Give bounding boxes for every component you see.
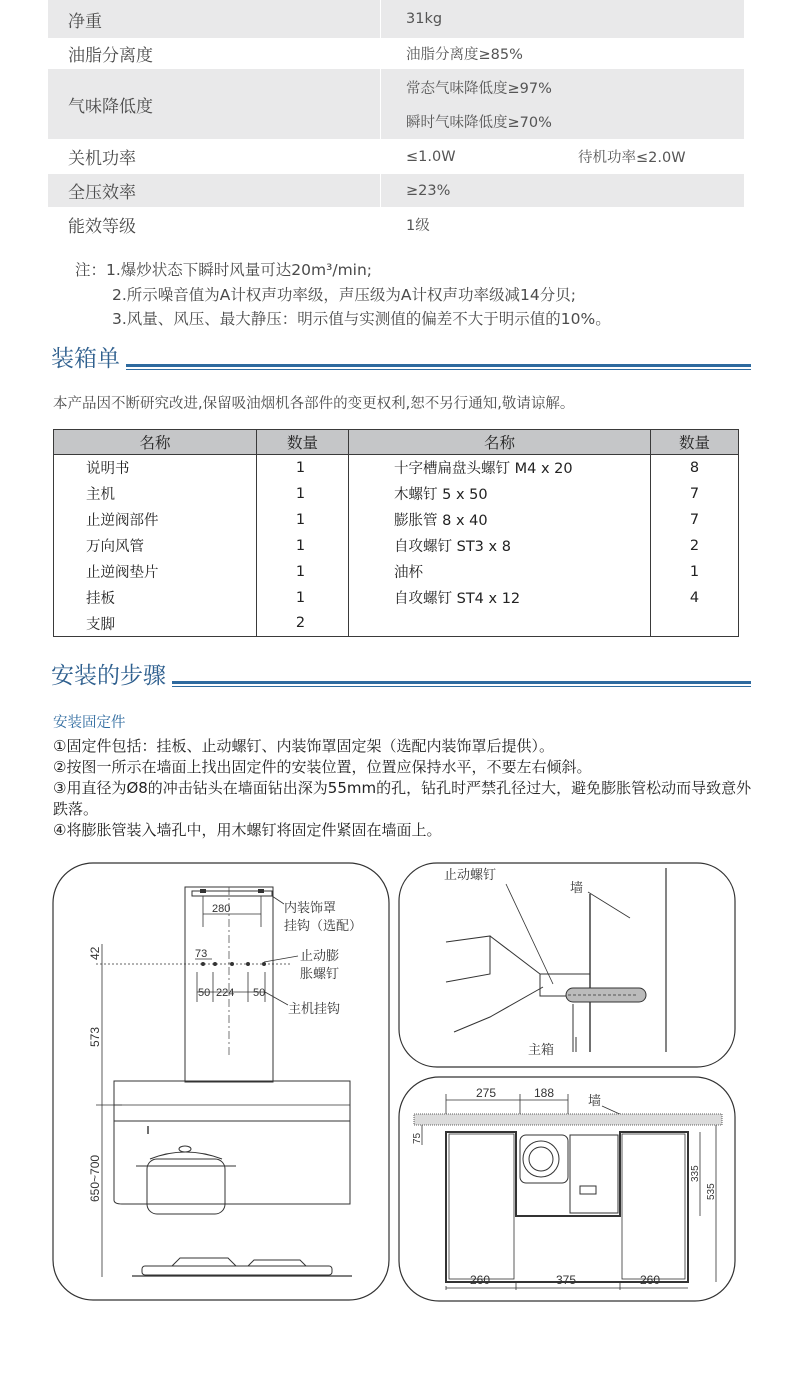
spec-value-2: 瞬时气味降低度≥70% [406, 114, 552, 131]
item-name: 止逆阀垫片 [54, 559, 257, 585]
dim-573: 573 [88, 1026, 102, 1047]
spec-label: 净重 [68, 11, 102, 32]
table-row [54, 559, 739, 585]
dim-650-700: 650~700 [88, 1154, 102, 1202]
spec-label: 能效等级 [68, 217, 136, 237]
dim-375: 375 [556, 1273, 577, 1287]
item-qty: 1 [651, 559, 739, 585]
label-inner-hook-2: 挂钩（选配） [284, 918, 363, 933]
item-qty: 4 [651, 585, 739, 611]
packing-section-title [51, 340, 751, 373]
install-steps [53, 736, 753, 841]
spec-value: ≥23% [380, 174, 744, 207]
install-step: ④将膨胀管装入墙孔中，用木螺钉将固定件紧固在墙面上。 [53, 821, 442, 839]
install-subtitle: 安装固定件 [53, 715, 126, 731]
item-name: 自攻螺钉 ST4 x 12 [349, 585, 651, 611]
install-step: ②按图一所示在墙面上找出固定件的安装位置，位置应保持水平，不要左右倾斜。 [53, 758, 592, 776]
dim-75: 75 [412, 1132, 423, 1144]
item-qty: 1 [257, 559, 349, 585]
spec-value-group [380, 69, 744, 139]
spec-row-power [48, 139, 744, 174]
label-box: 主箱 [528, 1042, 555, 1057]
spec-row-odor [48, 69, 744, 139]
item-name: 十字槽扁盘头螺钉 M4 x 20 [349, 455, 651, 481]
spec-label: 关机功率 [68, 149, 136, 169]
item-name: 油杯 [349, 559, 651, 585]
item-qty: 1 [257, 481, 349, 507]
table-row [54, 507, 739, 533]
spec-row-weight [48, 0, 744, 38]
section-heading: 装箱单 [51, 346, 120, 372]
item-qty: 7 [651, 507, 739, 533]
spec-value: ≤1.0W [406, 148, 456, 165]
top-view-diagram [398, 1076, 736, 1302]
spec-label: 全压效率 [68, 183, 136, 203]
item-qty: 1 [257, 533, 349, 559]
item-name: 支脚 [54, 611, 257, 637]
item-qty: 1 [257, 455, 349, 481]
item-name: 说明书 [54, 455, 257, 481]
column-header: 数量 [651, 430, 739, 455]
front-view-diagram [52, 862, 390, 1302]
column-header: 名称 [54, 430, 257, 455]
spec-table [48, 0, 744, 242]
label-wall: 墙 [588, 1093, 602, 1108]
note-line: 3.风量、风压、最大静压：明示值与实测值的偏差不大于明示值的10%。 [112, 310, 611, 328]
label-main-hook: 主机挂钩 [288, 1001, 341, 1016]
section-rule [172, 681, 751, 687]
notes-prefix: 注： [75, 261, 107, 279]
install-step: ①固定件包括：挂板、止动螺钉、内装饰罩固定架（选配内装饰罩后提供）。 [53, 737, 554, 755]
table-header-row [54, 430, 739, 455]
side-detail-diagram [398, 862, 736, 1068]
label-wall: 墙 [570, 880, 584, 895]
install-section-title [51, 657, 751, 690]
spec-value: 1级 [380, 207, 744, 242]
table-row [54, 585, 739, 611]
item-qty: 1 [257, 507, 349, 533]
disclaimer: 本产品因不断研究改进,保留吸油烟机各部件的变更权利,恕不另行通知,敬请谅解。 [53, 396, 575, 412]
item-name: 木螺钉 5 x 50 [349, 481, 651, 507]
table-row [54, 481, 739, 507]
spec-value: 油脂分离度≥85% [380, 38, 744, 69]
install-step: ③用直径为Ø8的冲击钻头在墙面钻出深为55mm的孔，钻孔时严禁孔径过大，避免膨胀管松动而导致意外跌落。 [53, 779, 752, 818]
table-row [54, 611, 739, 637]
spec-value-extra: 待机功率≤2.0W [578, 150, 686, 166]
label-stop-screw: 止动螺钉 [444, 867, 497, 882]
spec-value: 常态气味降低度≥97% [406, 80, 552, 97]
item-qty [651, 611, 739, 637]
item-name: 挂板 [54, 585, 257, 611]
item-qty: 7 [651, 481, 739, 507]
section-rule [126, 364, 751, 370]
spec-row-energy-grade [48, 207, 744, 242]
item-name [349, 611, 651, 637]
dim-260b: 260 [640, 1273, 661, 1287]
label-stop-screw-1: 止动膨 [300, 948, 340, 963]
dim-335: 335 [690, 1165, 701, 1182]
table-row [54, 533, 739, 559]
dim-275: 275 [476, 1086, 497, 1100]
spec-value-group [380, 139, 744, 174]
dim-42: 42 [88, 946, 102, 960]
spec-value: 31kg [380, 0, 744, 38]
column-header: 名称 [349, 430, 651, 455]
spec-row-efficiency [48, 174, 744, 207]
dim-50a: 50 [198, 987, 211, 999]
item-name: 膨胀管 8 x 40 [349, 507, 651, 533]
spec-row-grease [48, 38, 744, 69]
dim-260a: 260 [470, 1273, 491, 1287]
section-heading: 安装的步骤 [51, 663, 166, 689]
note-line: 2.所示噪音值为A计权声功率级，声压级为A计权声功率级减14分贝; [112, 285, 576, 304]
item-qty: 1 [257, 585, 349, 611]
label-inner-hook-1: 内装饰罩 [284, 900, 337, 915]
spec-label: 气味降低度 [68, 96, 153, 117]
item-name: 止逆阀部件 [54, 507, 257, 533]
item-name: 自攻螺钉 ST3 x 8 [349, 533, 651, 559]
dim-224: 224 [216, 987, 235, 999]
item-qty: 2 [257, 611, 349, 637]
label-stop-screw-2: 胀螺钉 [300, 966, 340, 981]
table-row [54, 455, 739, 481]
item-qty: 2 [651, 533, 739, 559]
dim-73: 73 [195, 948, 208, 960]
item-name: 主机 [54, 481, 257, 507]
item-qty: 8 [651, 455, 739, 481]
column-header: 数量 [257, 430, 349, 455]
dim-188: 188 [534, 1086, 555, 1100]
note-line: 1.爆炒状态下瞬时风量可达20m³/min; [106, 261, 373, 279]
dim-535: 535 [706, 1183, 717, 1200]
spec-label: 油脂分离度 [68, 46, 153, 66]
packing-table [53, 429, 739, 637]
dim-280: 280 [212, 903, 231, 915]
dim-50b: 50 [253, 987, 266, 999]
item-name: 万向风管 [54, 533, 257, 559]
notes [75, 258, 611, 332]
